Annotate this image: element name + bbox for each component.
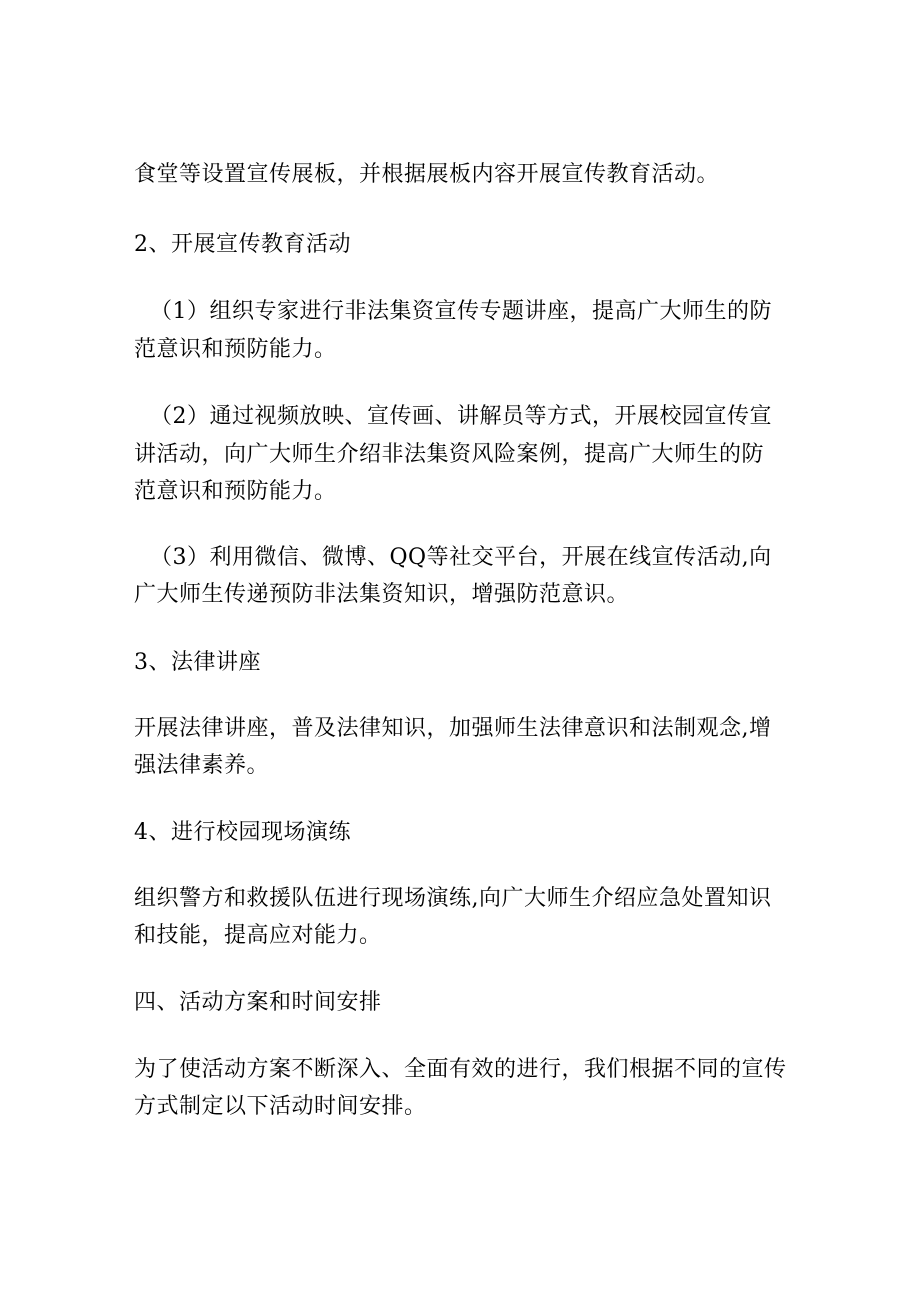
section-heading: 2、开展宣传教育活动	[134, 232, 351, 257]
paragraph-line: 和技能，提高应对能力。	[134, 923, 382, 948]
paragraph-line: 为了使活动方案不断深入、全面有效的进行，我们根据不同的宣传	[134, 1057, 787, 1082]
paragraph-line: 范意识和预防能力。	[134, 479, 337, 504]
paragraph-line: （3）利用微信、微博、QQ等社交平台，开展在线宣传活动,向	[150, 545, 772, 570]
paragraph-line: （2）通过视频放映、宣传画、讲解员等方式，开展校园宣传宣	[150, 404, 772, 429]
paragraph-line: 讲活动，向广大师生介绍非法集资风险案例，提高广大师生的防	[134, 442, 765, 467]
paragraph-line: 组织警方和救援队伍进行现场演练,向广大师生介绍应急处置知识	[134, 886, 772, 911]
section-heading: 3、法律讲座	[134, 650, 261, 675]
paragraph-line: 范意识和预防能力。	[134, 337, 337, 362]
paragraph-line: 方式制定以下活动时间安排。	[134, 1094, 427, 1119]
section-heading: 4、进行校园现场演练	[134, 820, 351, 845]
paragraph-line: 强法律素养。	[134, 753, 270, 778]
section-heading: 四、活动方案和时间安排	[134, 990, 382, 1015]
paragraph-line: 食堂等设置宣传展板，并根据展板内容开展宣传教育活动。	[134, 162, 720, 187]
paragraph-line: 广大师生传递预防非法集资知识，增强防范意识。	[134, 582, 630, 607]
paragraph-line: （1）组织专家进行非法集资宣传专题讲座，提高广大师生的防	[150, 299, 772, 324]
paragraph-line: 开展法律讲座，普及法律知识，加强师生法律意识和法制观念,增	[134, 716, 772, 741]
